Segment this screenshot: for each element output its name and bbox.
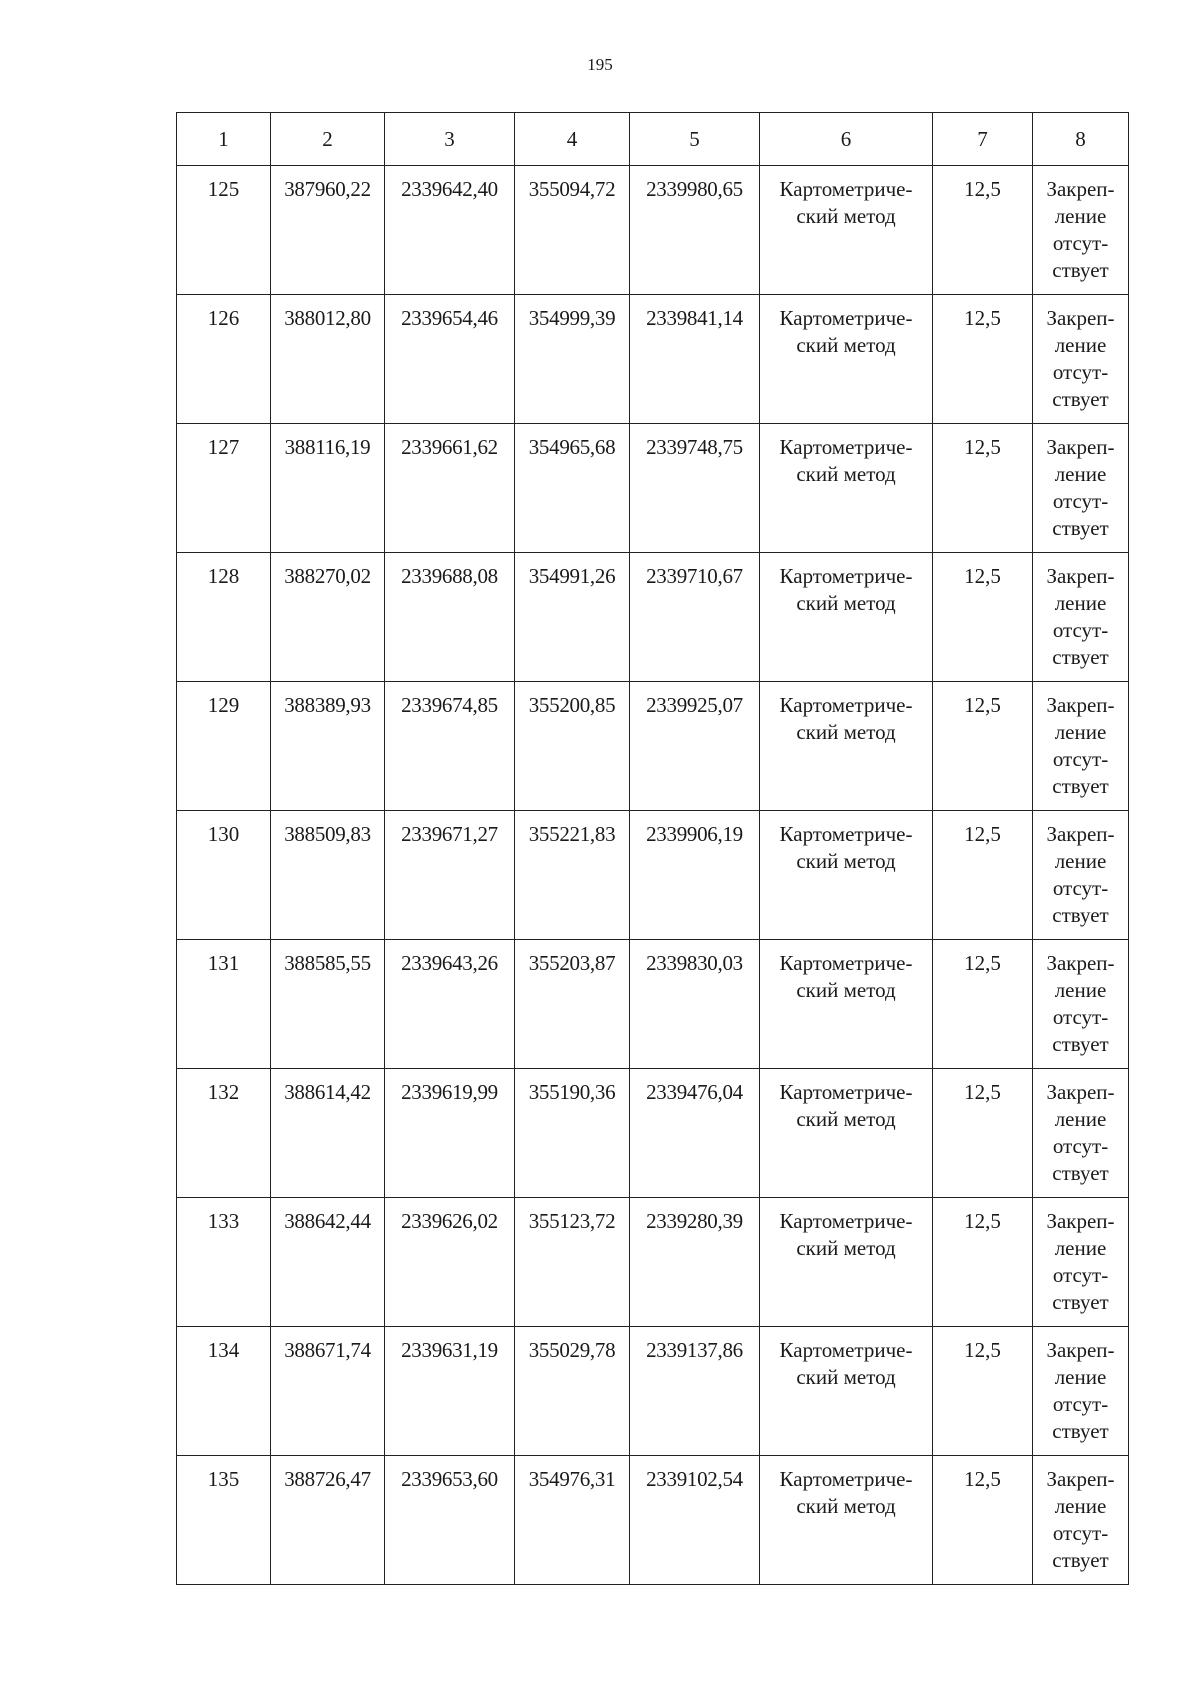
fixing-cell: Закреп- ление отсут- ствует <box>1033 1069 1129 1198</box>
coord-cell: 388389,93 <box>271 682 385 811</box>
coord-cell: 2339476,04 <box>630 1069 760 1198</box>
table-row <box>177 424 1129 553</box>
accuracy-cell: 12,5 <box>933 553 1033 682</box>
column-header: 4 <box>515 113 630 166</box>
method-cell: Картометриче- ский метод <box>760 295 933 424</box>
coord-cell: 2339654,46 <box>385 295 515 424</box>
coord-cell: 388012,80 <box>271 295 385 424</box>
accuracy-cell: 12,5 <box>933 682 1033 811</box>
coord-cell: 388671,74 <box>271 1327 385 1456</box>
method-cell: Картометриче- ский метод <box>760 166 933 295</box>
column-header: 3 <box>385 113 515 166</box>
method-cell: Картометриче- ский метод <box>760 553 933 682</box>
fixing-cell: Закреп- ление отсут- ствует <box>1033 1456 1129 1585</box>
table-header-row <box>177 113 1129 166</box>
fixing-cell: Закреп- ление отсут- ствует <box>1033 553 1129 682</box>
column-header: 8 <box>1033 113 1129 166</box>
coord-cell: 2339674,85 <box>385 682 515 811</box>
coord-cell: 388642,44 <box>271 1198 385 1327</box>
point-number-cell: 134 <box>177 1327 271 1456</box>
method-cell: Картометриче- ский метод <box>760 811 933 940</box>
point-number-cell: 132 <box>177 1069 271 1198</box>
point-number-cell: 133 <box>177 1198 271 1327</box>
coord-cell: 388509,83 <box>271 811 385 940</box>
table-row <box>177 1198 1129 1327</box>
accuracy-cell: 12,5 <box>933 1327 1033 1456</box>
table-row <box>177 1456 1129 1585</box>
coord-cell: 354976,31 <box>515 1456 630 1585</box>
fixing-cell: Закреп- ление отсут- ствует <box>1033 940 1129 1069</box>
coord-cell: 2339631,19 <box>385 1327 515 1456</box>
method-cell: Картометриче- ский метод <box>760 682 933 811</box>
table-body <box>177 166 1129 1585</box>
accuracy-cell: 12,5 <box>933 424 1033 553</box>
point-number-cell: 128 <box>177 553 271 682</box>
coord-cell: 355190,36 <box>515 1069 630 1198</box>
coord-cell: 2339710,67 <box>630 553 760 682</box>
accuracy-cell: 12,5 <box>933 166 1033 295</box>
table-row <box>177 295 1129 424</box>
table-row <box>177 166 1129 295</box>
coord-cell: 2339671,27 <box>385 811 515 940</box>
coord-cell: 2339661,62 <box>385 424 515 553</box>
coord-cell: 354991,26 <box>515 553 630 682</box>
coordinates-table <box>176 112 1129 1585</box>
coord-cell: 387960,22 <box>271 166 385 295</box>
coord-cell: 2339830,03 <box>630 940 760 1069</box>
point-number-cell: 126 <box>177 295 271 424</box>
accuracy-cell: 12,5 <box>933 1456 1033 1585</box>
accuracy-cell: 12,5 <box>933 1069 1033 1198</box>
column-header: 5 <box>630 113 760 166</box>
table-row <box>177 811 1129 940</box>
coord-cell: 2339643,26 <box>385 940 515 1069</box>
fixing-cell: Закреп- ление отсут- ствует <box>1033 1327 1129 1456</box>
coord-cell: 2339925,07 <box>630 682 760 811</box>
coord-cell: 388726,47 <box>271 1456 385 1585</box>
coord-cell: 2339102,54 <box>630 1456 760 1585</box>
coord-cell: 388585,55 <box>271 940 385 1069</box>
fixing-cell: Закреп- ление отсут- ствует <box>1033 682 1129 811</box>
column-header: 2 <box>271 113 385 166</box>
page-number: 195 <box>587 55 613 74</box>
column-header: 6 <box>760 113 933 166</box>
table-row <box>177 553 1129 682</box>
coord-cell: 2339619,99 <box>385 1069 515 1198</box>
coord-cell: 355221,83 <box>515 811 630 940</box>
point-number-cell: 125 <box>177 166 271 295</box>
fixing-cell: Закреп- ление отсут- ствует <box>1033 424 1129 553</box>
accuracy-cell: 12,5 <box>933 940 1033 1069</box>
coord-cell: 355203,87 <box>515 940 630 1069</box>
point-number-cell: 131 <box>177 940 271 1069</box>
coord-cell: 2339688,08 <box>385 553 515 682</box>
coord-cell: 2339906,19 <box>630 811 760 940</box>
coord-cell: 2339137,86 <box>630 1327 760 1456</box>
coord-cell: 354999,39 <box>515 295 630 424</box>
coord-cell: 355123,72 <box>515 1198 630 1327</box>
coord-cell: 2339841,14 <box>630 295 760 424</box>
coord-cell: 2339642,40 <box>385 166 515 295</box>
method-cell: Картометриче- ский метод <box>760 940 933 1069</box>
accuracy-cell: 12,5 <box>933 1198 1033 1327</box>
method-cell: Картометриче- ский метод <box>760 1069 933 1198</box>
method-cell: Картометриче- ский метод <box>760 1327 933 1456</box>
point-number-cell: 129 <box>177 682 271 811</box>
coord-cell: 354965,68 <box>515 424 630 553</box>
coord-cell: 2339280,39 <box>630 1198 760 1327</box>
fixing-cell: Закреп- ление отсут- ствует <box>1033 295 1129 424</box>
method-cell: Картометриче- ский метод <box>760 1456 933 1585</box>
accuracy-cell: 12,5 <box>933 811 1033 940</box>
point-number-cell: 130 <box>177 811 271 940</box>
accuracy-cell: 12,5 <box>933 295 1033 424</box>
table-row <box>177 1327 1129 1456</box>
coord-cell: 355200,85 <box>515 682 630 811</box>
table-row <box>177 1069 1129 1198</box>
column-header: 1 <box>177 113 271 166</box>
coord-cell: 2339748,75 <box>630 424 760 553</box>
coord-cell: 388270,02 <box>271 553 385 682</box>
fixing-cell: Закреп- ление отсут- ствует <box>1033 811 1129 940</box>
coord-cell: 355029,78 <box>515 1327 630 1456</box>
coord-cell: 388614,42 <box>271 1069 385 1198</box>
table-row <box>177 682 1129 811</box>
coord-cell: 388116,19 <box>271 424 385 553</box>
point-number-cell: 135 <box>177 1456 271 1585</box>
coord-cell: 355094,72 <box>515 166 630 295</box>
fixing-cell: Закреп- ление отсут- ствует <box>1033 166 1129 295</box>
fixing-cell: Закреп- ление отсут- ствует <box>1033 1198 1129 1327</box>
table-row <box>177 940 1129 1069</box>
method-cell: Картометриче- ский метод <box>760 424 933 553</box>
coord-cell: 2339980,65 <box>630 166 760 295</box>
point-number-cell: 127 <box>177 424 271 553</box>
coord-cell: 2339653,60 <box>385 1456 515 1585</box>
column-header: 7 <box>933 113 1033 166</box>
method-cell: Картометриче- ский метод <box>760 1198 933 1327</box>
coord-cell: 2339626,02 <box>385 1198 515 1327</box>
